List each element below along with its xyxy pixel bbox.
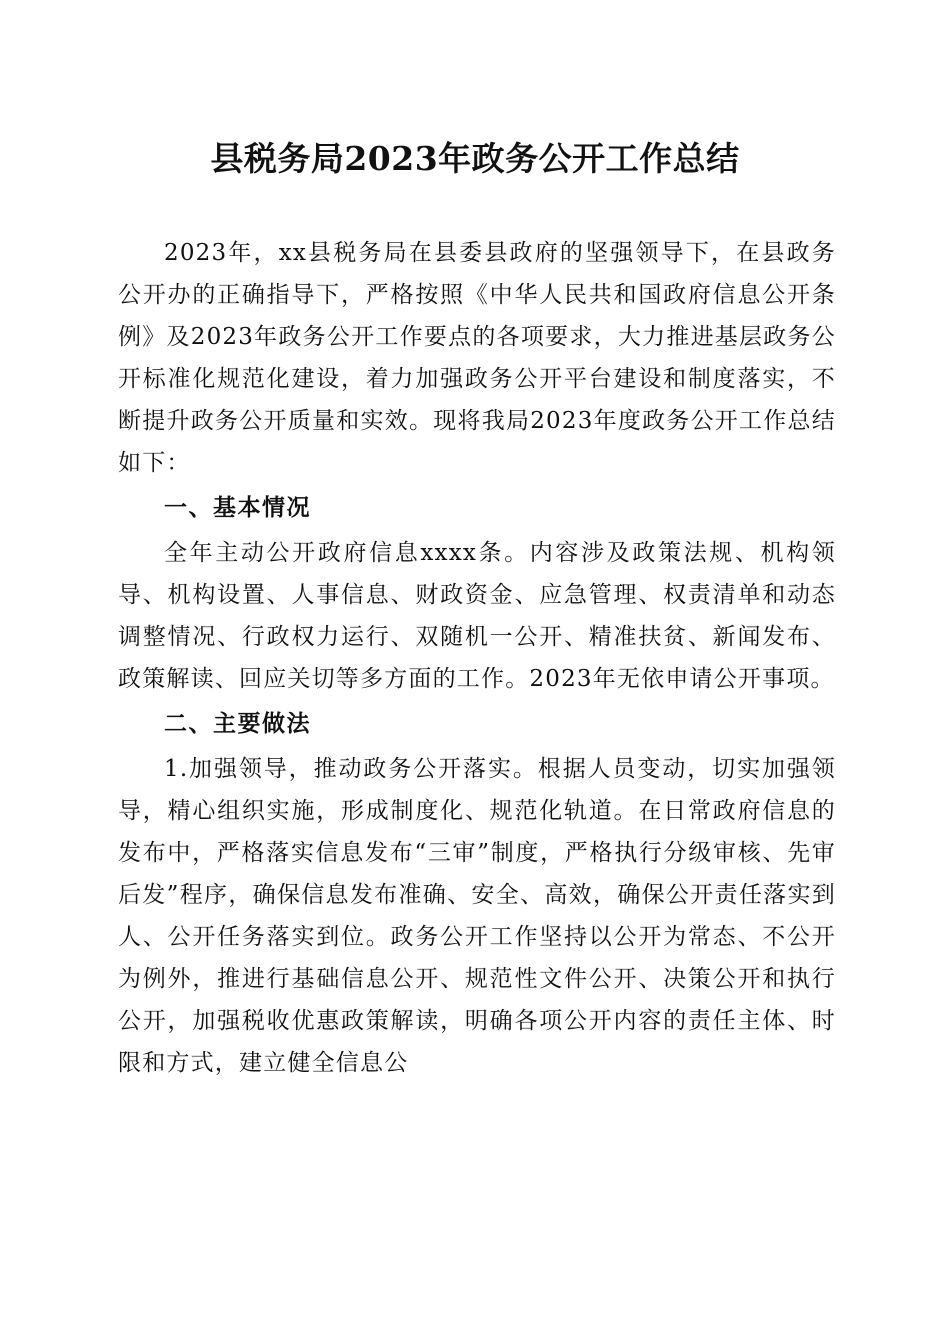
document-body (118, 232, 836, 1084)
section-paragraph: 全年主动公开政府信息xxxx条。内容涉及政策法规、机构领导、机构设置、人事信息、财政资金、应急管理、权责清单和动态调整情况、行政权力运行、双随机一公开、精准扶贫、新闻发布、政策解读、回应关切等多方面的工作。2023年无依申请公开事项。 (118, 540, 836, 692)
section-heading-main-practices: 二、主要做法 (164, 711, 311, 737)
section-heading-basic-situation: 一、基本情况 (164, 495, 311, 521)
section-paragraph: 1.加强领导，推动政务公开落实。根据人员变动，切实加强领导，精心组织实施，形成制度化、规范化轨道。在日常政府信息的发布中，严格落实信息发布“三审”制度，严格执行分级审核、先审后发”程序，确保信息发布准确、安全、高效，确保公开责任落实到人、公开任务落实到位。政务公开工作坚持以公开为常态、不公开为例外，推进行基础信息公开、规范性文件公开、决策公开和执行公开，加强税收优惠政策解读，明确各项公开内容的责任主体、时限和方式，建立健全信息公 (118, 756, 836, 1076)
document-title: 县税务局2023年政务公开工作总结 (210, 139, 740, 178)
intro-paragraph: 2023年，xx县税务局在县委县政府的坚强领导下，在县政务公开办的正确指导下，严格按照《中华人民共和国政府信息公开条例》及2023年政务公开工作要点的各项要求，大力推进基层政务公开标准化规范化建设，着力加强政务公开平台建设和制度落实，不断提升政务公开质量和实效。现将我局2023年度政务公开工作总结如下： (118, 240, 836, 476)
